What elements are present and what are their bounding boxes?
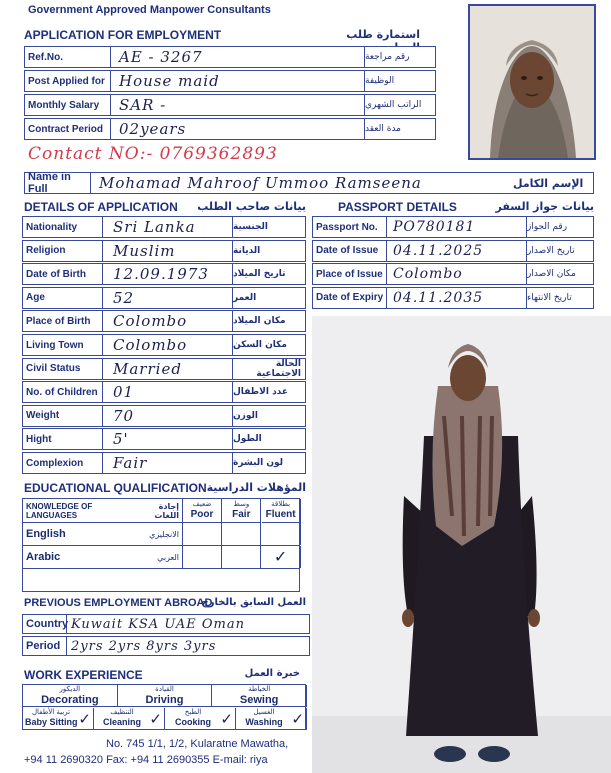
details-value: Fair bbox=[103, 453, 233, 473]
skill-cell[interactable] bbox=[212, 685, 307, 707]
details-row bbox=[22, 452, 306, 474]
details-value: Sri Lanka bbox=[103, 217, 233, 237]
check-mark: ✓ bbox=[273, 549, 288, 566]
top-field-arabic: رقم مراجعة bbox=[365, 52, 410, 62]
top-field-row bbox=[24, 46, 436, 68]
level-header-english: Fluent bbox=[265, 509, 296, 520]
top-field-row bbox=[24, 70, 436, 92]
details-row bbox=[22, 216, 306, 238]
details-label: Date of Birth bbox=[23, 264, 103, 284]
top-field-arabic: الراتب الشهري bbox=[365, 100, 422, 110]
passport-title: PASSPORT DETAILS bbox=[338, 200, 457, 214]
education-title-arabic: المؤهلات الدراسية bbox=[206, 481, 306, 494]
details-row bbox=[22, 405, 306, 427]
level-checkbox[interactable] bbox=[222, 546, 261, 568]
skill-cell[interactable] bbox=[236, 708, 307, 730]
details-arabic: الجنسية bbox=[233, 222, 268, 232]
passport-arabic: رقم الجواز bbox=[527, 222, 568, 232]
details-row bbox=[22, 428, 306, 450]
level-header-arabic: وسط bbox=[233, 500, 250, 508]
details-row bbox=[22, 381, 306, 403]
details-value: 12.09.1973 bbox=[103, 264, 233, 284]
top-field-arabic: مدة العقد bbox=[365, 124, 401, 134]
skill-text bbox=[167, 708, 219, 728]
language-name: English bbox=[26, 528, 66, 540]
passport-row bbox=[312, 287, 594, 309]
details-label: Religion bbox=[23, 241, 103, 261]
language-cell bbox=[23, 546, 183, 568]
form-title: APPLICATION FOR EMPLOYMENT bbox=[24, 28, 222, 42]
knowledge-label: KNOWLEDGE OF LANGUAGES bbox=[26, 501, 93, 520]
skill-arabic: الطبخ bbox=[184, 708, 202, 716]
applicant-portrait-photo bbox=[468, 4, 596, 160]
details-value: Married bbox=[103, 359, 233, 379]
knowledge-header bbox=[23, 499, 183, 523]
footer-address: No. 745 1/1, 1/2, Kularatne Mawatha, bbox=[106, 738, 289, 750]
top-field-label: Post Applied for bbox=[25, 71, 111, 91]
level-checkbox[interactable] bbox=[222, 523, 261, 545]
skill-text bbox=[238, 708, 290, 728]
country-row bbox=[22, 614, 310, 634]
level-header-english: Fair bbox=[232, 509, 251, 520]
passport-label: Date of Expiry bbox=[313, 288, 387, 308]
details-row bbox=[22, 358, 306, 380]
language-row bbox=[23, 523, 299, 546]
level-checkbox[interactable] bbox=[183, 546, 222, 568]
country-label: Country bbox=[23, 615, 67, 633]
details-arabic: تاريخ الميلاد bbox=[233, 269, 286, 280]
skill-cell[interactable] bbox=[23, 685, 118, 707]
details-row bbox=[22, 287, 306, 309]
skill-cell[interactable] bbox=[23, 708, 94, 730]
level-header-arabic: ضعيف bbox=[192, 500, 212, 508]
skill-text bbox=[25, 708, 77, 728]
language-row bbox=[23, 546, 299, 569]
passport-arabic: تاريخ الانتهاء bbox=[527, 292, 572, 303]
top-field-value: SAR - bbox=[111, 95, 365, 115]
level-checkbox[interactable] bbox=[183, 523, 222, 545]
passport-label: Date of Issue bbox=[313, 241, 387, 261]
details-arabic: مكان السكن bbox=[233, 340, 287, 350]
details-value: 52 bbox=[103, 288, 233, 308]
level-checkbox[interactable] bbox=[262, 523, 301, 545]
details-title-arabic: بيانات صاحب الطلب bbox=[197, 200, 306, 213]
details-label: Age bbox=[23, 288, 103, 308]
details-label: Hight bbox=[23, 429, 103, 449]
top-field-value: AE - 3267 bbox=[111, 47, 365, 67]
level-header-english: Poor bbox=[190, 509, 214, 520]
details-arabic: عدد الاطفال bbox=[233, 387, 289, 398]
language-row-empty bbox=[23, 569, 299, 591]
full-name-value: Mohamad Mahroof Ummoo Ramseena bbox=[99, 174, 422, 192]
period-row bbox=[22, 636, 310, 656]
company-line: Government Approved Manpower Consultants bbox=[28, 4, 271, 16]
portrait-illustration bbox=[470, 6, 594, 158]
level-header-arabic: بطلاقة bbox=[271, 500, 291, 508]
language-cell bbox=[23, 523, 183, 545]
top-field-value: 02years bbox=[111, 119, 365, 139]
knowledge-label-arabic: إجادة اللغات bbox=[154, 501, 179, 520]
passport-value: 04.11.2035 bbox=[387, 288, 527, 308]
details-row bbox=[22, 310, 306, 332]
language-name-arabic: العربي bbox=[157, 552, 179, 562]
skill-label: Baby Sitting bbox=[25, 717, 78, 727]
details-label: Weight bbox=[23, 406, 103, 426]
full-name-arabic: الإسم الكامل bbox=[513, 176, 584, 190]
previous-employment-title: PREVIOUS EMPLOYMENT ABROAD bbox=[24, 597, 213, 609]
details-arabic: الديانة bbox=[233, 245, 261, 256]
details-value: 01 bbox=[103, 382, 233, 402]
previous-employment-title-arabic: العمل السابق بالخارج bbox=[201, 597, 306, 608]
skill-arabic: التنظيف bbox=[110, 708, 134, 716]
level-checkbox[interactable] bbox=[262, 546, 301, 568]
work-experience-grid bbox=[22, 684, 306, 730]
skill-label: Decorating bbox=[41, 694, 99, 706]
skill-cell[interactable] bbox=[118, 685, 213, 707]
footer-contact: +94 11 2690320 Fax: +94 11 2690355 E-mail: riya bbox=[24, 754, 268, 766]
passport-label: Passport No. bbox=[313, 217, 387, 237]
language-name: Arabic bbox=[26, 551, 61, 563]
country-values: Kuwait KSA UAE Oman bbox=[71, 616, 246, 632]
details-label: No. of Children bbox=[23, 382, 103, 402]
details-value: 5' bbox=[103, 429, 233, 449]
level-header bbox=[183, 499, 222, 523]
skill-cell[interactable] bbox=[165, 708, 236, 730]
details-label: Living Town bbox=[23, 335, 103, 355]
details-arabic: لون البشرة bbox=[233, 458, 284, 468]
details-arabic: مكان الميلاد bbox=[233, 316, 286, 327]
skill-label: Cooking bbox=[175, 717, 211, 727]
full-name-label: Name in Full bbox=[25, 173, 91, 193]
details-row bbox=[22, 263, 306, 285]
work-experience-title: WORK EXPERIENCE bbox=[24, 668, 143, 682]
level-header bbox=[262, 499, 301, 523]
passport-arabic: تاريخ الاصدار bbox=[527, 245, 575, 256]
skill-check-mark: ✓ bbox=[78, 711, 91, 728]
details-value: Colombo bbox=[103, 311, 233, 331]
passport-value: 04.11.2025 bbox=[387, 241, 527, 261]
work-experience-title-arabic: خبرة العمل bbox=[244, 668, 300, 679]
period-label: Period bbox=[23, 637, 67, 655]
details-label: Complexion bbox=[23, 453, 103, 473]
details-arabic: الطول bbox=[233, 434, 262, 445]
skill-label: Driving bbox=[145, 694, 184, 706]
education-title: EDUCATIONAL QUALIFICATION bbox=[24, 481, 207, 495]
details-label: Place of Birth bbox=[23, 311, 103, 331]
skill-arabic: القيادة bbox=[155, 685, 174, 693]
skill-check-mark: ✓ bbox=[149, 711, 162, 728]
passport-value: PO780181 bbox=[387, 217, 527, 237]
full-name-row bbox=[24, 172, 594, 194]
passport-title-arabic: بيانات جواز السفر bbox=[495, 200, 594, 213]
passport-row bbox=[312, 263, 594, 285]
passport-label: Place of Issue bbox=[313, 264, 387, 284]
details-arabic: الحالة الاجتماعية bbox=[256, 358, 301, 379]
passport-value: Colombo bbox=[387, 264, 527, 284]
form-title-arabic: استمارة طلب bbox=[346, 28, 420, 41]
applicant-full-body-photo bbox=[312, 316, 611, 773]
details-row bbox=[22, 240, 306, 262]
skill-text bbox=[96, 708, 148, 728]
passport-arabic: مكان الاصدار bbox=[527, 269, 576, 280]
passport-row bbox=[312, 240, 594, 262]
skill-label: Washing bbox=[245, 717, 283, 727]
skill-cell[interactable] bbox=[94, 708, 165, 730]
details-arabic: العمر bbox=[233, 292, 257, 303]
language-name-arabic: الانجليزي bbox=[149, 529, 179, 539]
details-label: Nationality bbox=[23, 217, 103, 237]
skill-check-mark: ✓ bbox=[220, 711, 233, 728]
top-field-value: House maid bbox=[111, 71, 365, 91]
skill-arabic: الغسيل bbox=[253, 708, 275, 716]
skill-arabic: الديكور bbox=[59, 685, 81, 693]
skill-arabic: الخياطة bbox=[248, 685, 271, 693]
details-value: Colombo bbox=[103, 335, 233, 355]
details-row bbox=[22, 334, 306, 356]
details-value: Muslim bbox=[103, 241, 233, 261]
skill-label: Cleaning bbox=[102, 717, 141, 727]
top-field-label: Ref.No. bbox=[25, 47, 111, 67]
top-field-label: Monthly Salary bbox=[25, 95, 111, 115]
full-body-illustration bbox=[312, 316, 611, 773]
languages-table bbox=[22, 498, 300, 592]
contact-number: Contact NO:- 0769362893 bbox=[28, 144, 278, 164]
period-values: 2yrs 2yrs 8yrs 3yrs bbox=[71, 638, 217, 654]
passport-row bbox=[312, 216, 594, 238]
skill-arabic: تربية الأطفال bbox=[31, 708, 71, 716]
details-title: DETAILS OF APPLICATION bbox=[24, 200, 178, 214]
top-field-row bbox=[24, 94, 436, 116]
top-field-row bbox=[24, 118, 436, 140]
details-value: 70 bbox=[103, 406, 233, 426]
skill-check-mark: ✓ bbox=[291, 711, 304, 728]
level-header bbox=[222, 499, 261, 523]
top-field-label: Contract Period bbox=[25, 119, 111, 139]
details-label: Civil Status bbox=[23, 359, 103, 379]
top-field-arabic: الوظيفة bbox=[365, 76, 395, 86]
details-arabic: الوزن bbox=[233, 410, 258, 421]
skill-label: Sewing bbox=[239, 694, 279, 706]
